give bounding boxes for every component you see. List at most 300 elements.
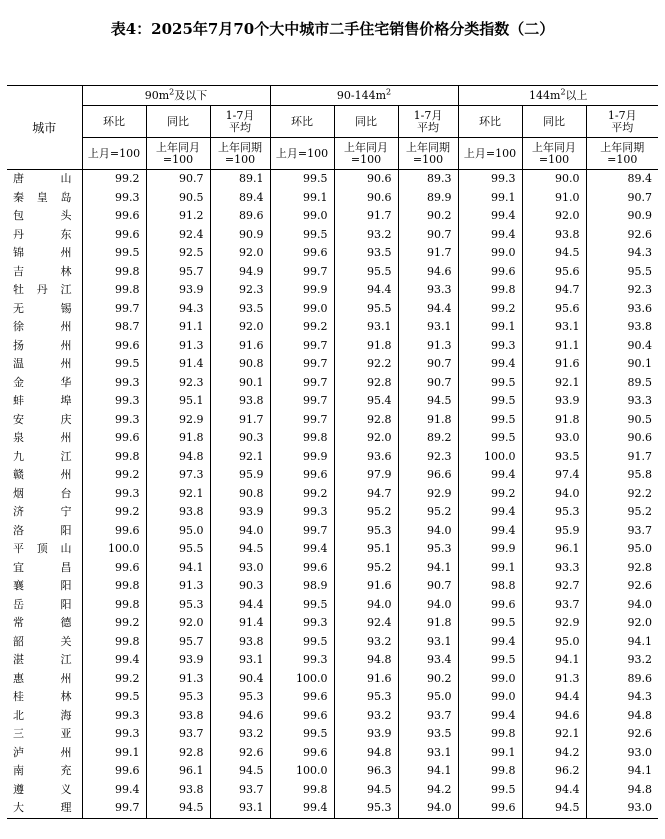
- value-cell: 99.2: [82, 170, 146, 189]
- value-cell: 93.9: [210, 503, 270, 522]
- value-cell: 90.6: [334, 189, 398, 208]
- value-cell: 94.3: [627, 690, 653, 703]
- value-cell: 99.1: [458, 744, 522, 763]
- value-cell: 91.3: [146, 670, 210, 689]
- value-cell: 99.9: [458, 540, 522, 559]
- value-cell: 95.7: [146, 263, 210, 282]
- value-cell: 90.7: [398, 355, 458, 374]
- value-cell: 94.3: [627, 246, 653, 259]
- value-cell: 99.5: [458, 392, 522, 411]
- value-cell: 99.6: [82, 762, 146, 781]
- value-cell: 99.8: [82, 263, 146, 282]
- value-cell: 92.5: [146, 244, 210, 263]
- table-row: [7, 799, 658, 818]
- value-cell: 99.0: [458, 670, 522, 689]
- value-cell: 94.7: [522, 281, 586, 300]
- table-row: [7, 374, 658, 393]
- value-cell: 99.3: [270, 651, 334, 670]
- value-cell: 95.6: [522, 263, 586, 282]
- value-cell: 99.4: [270, 799, 334, 818]
- value-cell: 95.2: [398, 503, 458, 522]
- value-cell: 94.2: [398, 781, 458, 800]
- value-cell: 93.1: [398, 633, 458, 652]
- value-cell: 99.5: [270, 596, 334, 615]
- value-cell: 99.1: [458, 559, 522, 578]
- table-row: [7, 226, 658, 245]
- city-cell: 湛江: [7, 651, 82, 670]
- value-cell: 92.1: [146, 485, 210, 504]
- value-cell: 99.3: [82, 411, 146, 430]
- value-cell: 93.1: [210, 799, 270, 818]
- city-cell: 洛阳: [7, 522, 82, 541]
- value-cell: 90.7: [398, 577, 458, 596]
- table-row: [7, 429, 658, 448]
- value-cell: 93.2: [210, 725, 270, 744]
- city-cell: 桂林: [7, 688, 82, 707]
- value-cell: 95.4: [334, 392, 398, 411]
- value-cell: 92.0: [146, 614, 210, 633]
- value-cell: 91.6: [334, 577, 398, 596]
- value-cell: 99.2: [270, 318, 334, 337]
- value-cell: 94.4: [210, 596, 270, 615]
- value-cell: 92.0: [522, 207, 586, 226]
- value-cell: 91.3: [398, 337, 458, 356]
- value-cell: 96.6: [398, 466, 458, 485]
- city-header: 城市: [7, 86, 82, 170]
- value-cell: 95.3: [522, 503, 586, 522]
- value-cell: 99.7: [270, 374, 334, 393]
- value-cell: 95.8: [627, 468, 653, 481]
- value-cell: 90.2: [398, 207, 458, 226]
- value-cell: 93.9: [146, 281, 210, 300]
- value-cell: 99.3: [82, 374, 146, 393]
- value-cell: 99.3: [82, 485, 146, 504]
- city-cell: 韶关: [7, 633, 82, 652]
- group-header: $90m^2$及以下: [82, 86, 270, 106]
- value-cell: 99.6: [270, 244, 334, 263]
- value-cell: 96.2: [522, 762, 586, 781]
- value-cell: 94.1: [398, 559, 458, 578]
- value-cell: 92.3: [210, 281, 270, 300]
- value-cell: 95.2: [334, 559, 398, 578]
- value-cell: 95.3: [146, 596, 210, 615]
- value-cell: 99.5: [82, 688, 146, 707]
- table-row: [7, 300, 658, 319]
- city-cell: 岳阳: [7, 596, 82, 615]
- value-cell: 99.3: [82, 392, 146, 411]
- value-cell: 93.9: [522, 392, 586, 411]
- value-cell: 99.2: [458, 300, 522, 319]
- value-cell: 99.4: [458, 522, 522, 541]
- value-cell: 92.0: [334, 429, 398, 448]
- value-cell: 92.9: [146, 411, 210, 430]
- value-cell: 94.1: [398, 762, 458, 781]
- value-cell: 93.8: [522, 226, 586, 245]
- city-cell: 锦州: [7, 244, 82, 263]
- value-cell: 94.7: [334, 485, 398, 504]
- value-cell: 91.8: [334, 337, 398, 356]
- value-cell: 99.6: [270, 744, 334, 763]
- value-cell: 95.1: [146, 392, 210, 411]
- value-cell: 94.6: [522, 707, 586, 726]
- table-row: [7, 540, 658, 559]
- value-cell: 90.3: [210, 577, 270, 596]
- value-cell: 99.5: [270, 633, 334, 652]
- value-cell: 93.2: [334, 633, 398, 652]
- group-header: $90-144m^2$: [270, 86, 458, 106]
- value-cell: 90.8: [210, 355, 270, 374]
- value-cell: 95.5: [334, 263, 398, 282]
- value-cell: 94.0: [398, 799, 458, 818]
- value-cell: 91.6: [334, 670, 398, 689]
- value-cell: 92.6: [210, 744, 270, 763]
- value-cell: 90.2: [398, 670, 458, 689]
- value-cell: 95.0: [627, 542, 653, 555]
- value-cell: 99.9: [270, 281, 334, 300]
- value-cell: 93.2: [334, 707, 398, 726]
- value-cell: 92.1: [522, 374, 586, 393]
- value-cell: 89.4: [627, 172, 653, 185]
- value-cell: 98.9: [270, 577, 334, 596]
- value-cell: 94.0: [334, 596, 398, 615]
- value-cell: 99.5: [82, 355, 146, 374]
- value-cell: 95.0: [146, 522, 210, 541]
- value-cell: 98.8: [458, 577, 522, 596]
- value-cell: 99.0: [458, 244, 522, 263]
- value-cell: 95.0: [522, 633, 586, 652]
- value-cell: 99.4: [270, 540, 334, 559]
- value-cell: 90.1: [210, 374, 270, 393]
- value-cell: 93.1: [398, 744, 458, 763]
- value-cell: 94.0: [522, 485, 586, 504]
- value-cell: 94.0: [398, 522, 458, 541]
- value-cell: 95.9: [210, 466, 270, 485]
- table-body: [7, 170, 658, 819]
- base-header: 上月=100: [270, 138, 334, 170]
- sub-header: 同比: [522, 106, 586, 138]
- city-cell: 包头: [7, 207, 82, 226]
- value-cell: 95.9: [522, 522, 586, 541]
- value-cell: 89.6: [627, 671, 653, 685]
- city-cell: 吉林: [7, 263, 82, 282]
- city-cell: 泸州: [7, 744, 82, 763]
- value-cell: 99.7: [270, 263, 334, 282]
- value-cell: 91.1: [146, 318, 210, 337]
- value-cell: 90.0: [522, 170, 586, 189]
- city-cell: 丹东: [7, 226, 82, 245]
- value-cell: 99.3: [458, 170, 522, 189]
- city-cell: 南充: [7, 762, 82, 781]
- city-cell: 宜昌: [7, 559, 82, 578]
- value-cell: 93.8: [210, 633, 270, 652]
- value-cell: 89.3: [398, 170, 458, 189]
- value-cell: 93.9: [334, 725, 398, 744]
- value-cell: 93.7: [146, 725, 210, 744]
- value-cell: 91.8: [522, 411, 586, 430]
- city-cell: 济宁: [7, 503, 82, 522]
- value-cell: 93.8: [146, 781, 210, 800]
- value-cell: 92.3: [398, 448, 458, 467]
- header-row-sub: [7, 106, 658, 138]
- value-cell: 92.3: [146, 374, 210, 393]
- table-row: [7, 392, 658, 411]
- value-cell: 92.8: [146, 744, 210, 763]
- value-cell: 99.0: [270, 300, 334, 319]
- value-cell: 93.9: [146, 651, 210, 670]
- value-cell: 89.4: [210, 189, 270, 208]
- value-cell: 90.8: [210, 485, 270, 504]
- value-cell: 97.9: [334, 466, 398, 485]
- sub-header: 同比: [334, 106, 398, 138]
- value-cell: 99.4: [82, 651, 146, 670]
- page-title: 表4：2025年7月70个大中城市二手住宅销售价格分类指数（二）: [110, 20, 555, 38]
- table-row: [7, 559, 658, 578]
- value-cell: 99.6: [82, 207, 146, 226]
- base-header: 上月=100: [458, 138, 522, 170]
- value-cell: 93.6: [627, 301, 653, 315]
- value-cell: 91.7: [334, 207, 398, 226]
- value-cell: 93.8: [627, 320, 653, 333]
- table-row: [7, 503, 658, 522]
- value-cell: 93.5: [210, 300, 270, 319]
- value-cell: 94.6: [210, 707, 270, 726]
- value-cell: 99.3: [270, 503, 334, 522]
- city-cell: 九江: [7, 448, 82, 467]
- value-cell: 99.8: [82, 448, 146, 467]
- value-cell: 92.9: [398, 485, 458, 504]
- value-cell: 99.5: [458, 614, 522, 633]
- table-row: [7, 781, 658, 800]
- value-cell: 94.5: [146, 799, 210, 818]
- value-cell: 93.2: [627, 653, 653, 666]
- value-cell: 99.6: [82, 226, 146, 245]
- value-cell: 99.4: [458, 633, 522, 652]
- value-cell: 99.6: [82, 337, 146, 356]
- value-cell: 99.7: [270, 411, 334, 430]
- value-cell: 94.8: [627, 782, 653, 796]
- value-cell: 95.5: [627, 264, 653, 278]
- value-cell: 91.7: [398, 244, 458, 263]
- value-cell: 99.2: [270, 485, 334, 504]
- value-cell: 99.1: [270, 189, 334, 208]
- value-cell: 99.7: [82, 300, 146, 319]
- value-cell: 94.5: [398, 392, 458, 411]
- value-cell: 92.0: [210, 318, 270, 337]
- base-header: 上年同期 =100: [398, 138, 458, 170]
- value-cell: 94.8: [627, 708, 653, 722]
- table-row: [7, 688, 658, 707]
- sub-header: 同比: [146, 106, 210, 138]
- table-row: [7, 651, 658, 670]
- value-cell: 91.2: [146, 207, 210, 226]
- value-cell: 90.5: [146, 189, 210, 208]
- table-row: [7, 614, 658, 633]
- value-cell: 91.8: [398, 411, 458, 430]
- value-cell: 94.4: [398, 300, 458, 319]
- table-row: [7, 707, 658, 726]
- header-row-groups: [7, 86, 658, 106]
- value-cell: 94.5: [334, 781, 398, 800]
- value-cell: 99.5: [458, 374, 522, 393]
- city-cell: 赣州: [7, 466, 82, 485]
- value-cell: 95.5: [146, 540, 210, 559]
- table-row: [7, 411, 658, 430]
- value-cell: 96.1: [522, 540, 586, 559]
- value-cell: 99.8: [82, 633, 146, 652]
- value-cell: 92.8: [334, 374, 398, 393]
- value-cell: 90.4: [627, 338, 653, 352]
- value-cell: 91.7: [627, 449, 653, 463]
- city-cell: 安庆: [7, 411, 82, 430]
- value-cell: 99.7: [270, 522, 334, 541]
- city-cell: 大理: [7, 799, 82, 818]
- city-cell: 遵义: [7, 781, 82, 800]
- value-cell: 92.6: [627, 579, 653, 592]
- value-cell: 99.8: [458, 762, 522, 781]
- city-cell: 三亚: [7, 725, 82, 744]
- value-cell: 95.3: [398, 540, 458, 559]
- value-cell: 95.2: [334, 503, 398, 522]
- table-row: [7, 170, 658, 189]
- value-cell: 92.1: [522, 725, 586, 744]
- value-cell: 92.4: [146, 226, 210, 245]
- city-cell: 牡丹江: [7, 281, 82, 300]
- base-header: 上年同月 =100: [522, 138, 586, 170]
- table-row: [7, 448, 658, 467]
- city-cell: 无锡: [7, 300, 82, 319]
- value-cell: 100.0: [82, 540, 146, 559]
- value-cell: 99.8: [458, 725, 522, 744]
- value-cell: 96.1: [146, 762, 210, 781]
- header-row-base: [7, 138, 658, 170]
- value-cell: 92.0: [627, 616, 653, 629]
- value-cell: 95.2: [627, 505, 653, 518]
- value-cell: 99.5: [82, 244, 146, 263]
- value-cell: 100.0: [270, 670, 334, 689]
- city-cell: 北海: [7, 707, 82, 726]
- value-cell: 99.4: [458, 207, 522, 226]
- value-cell: 92.1: [210, 448, 270, 467]
- value-cell: 89.9: [398, 189, 458, 208]
- value-cell: 99.6: [82, 429, 146, 448]
- group-header: $144m^2$以上: [458, 86, 658, 106]
- value-cell: 99.7: [270, 355, 334, 374]
- sub-header: 环比: [270, 106, 334, 138]
- value-cell: 99.3: [82, 189, 146, 208]
- city-cell: 平顶山: [7, 540, 82, 559]
- value-cell: 94.0: [210, 522, 270, 541]
- value-cell: 93.0: [210, 559, 270, 578]
- value-cell: 99.6: [458, 263, 522, 282]
- value-cell: 99.1: [458, 318, 522, 337]
- value-cell: 93.3: [398, 281, 458, 300]
- value-cell: 99.6: [82, 559, 146, 578]
- table-row: [7, 263, 658, 282]
- value-cell: 99.3: [82, 725, 146, 744]
- value-cell: 91.1: [522, 337, 586, 356]
- value-cell: 99.4: [458, 503, 522, 522]
- value-cell: 99.5: [270, 170, 334, 189]
- value-cell: 99.0: [270, 207, 334, 226]
- sub-header: 环比: [82, 106, 146, 138]
- value-cell: 99.2: [458, 485, 522, 504]
- city-cell: 温州: [7, 355, 82, 374]
- value-cell: 99.2: [82, 503, 146, 522]
- table-row: [7, 522, 658, 541]
- value-cell: 90.3: [210, 429, 270, 448]
- value-cell: 89.1: [210, 170, 270, 189]
- value-cell: 93.5: [398, 725, 458, 744]
- sub-header: 1-7月 平均: [210, 106, 270, 138]
- value-cell: 99.4: [458, 707, 522, 726]
- value-cell: 91.4: [146, 355, 210, 374]
- value-cell: 90.9: [627, 209, 653, 222]
- value-cell: 95.3: [146, 688, 210, 707]
- value-cell: 91.8: [146, 429, 210, 448]
- value-cell: 94.4: [522, 781, 586, 800]
- value-cell: 94.5: [210, 762, 270, 781]
- value-cell: 99.2: [82, 614, 146, 633]
- value-cell: 99.6: [458, 799, 522, 818]
- value-cell: 95.0: [398, 688, 458, 707]
- value-cell: 99.8: [82, 577, 146, 596]
- value-cell: 99.1: [458, 189, 522, 208]
- value-cell: 93.1: [522, 318, 586, 337]
- sub-header: 环比: [458, 106, 522, 138]
- value-cell: 90.4: [210, 670, 270, 689]
- value-cell: 91.3: [146, 577, 210, 596]
- value-cell: 93.4: [398, 651, 458, 670]
- city-cell: 襄阳: [7, 577, 82, 596]
- value-cell: 95.3: [334, 522, 398, 541]
- value-cell: 93.3: [627, 394, 653, 407]
- value-cell: 94.5: [210, 540, 270, 559]
- value-cell: 93.7: [398, 707, 458, 726]
- value-cell: 92.8: [334, 411, 398, 430]
- base-header: 上年同期 =100: [210, 138, 270, 170]
- value-cell: 97.3: [146, 466, 210, 485]
- value-cell: 93.7: [627, 523, 653, 537]
- value-cell: 99.4: [458, 226, 522, 245]
- value-cell: 93.3: [522, 559, 586, 578]
- value-cell: 93.5: [334, 244, 398, 263]
- table-row: [7, 744, 658, 763]
- value-cell: 93.7: [210, 781, 270, 800]
- value-cell: 99.8: [270, 781, 334, 800]
- city-cell: 扬州: [7, 337, 82, 356]
- value-cell: 99.5: [270, 226, 334, 245]
- value-cell: 91.4: [210, 614, 270, 633]
- value-cell: 94.1: [627, 634, 653, 648]
- table-row: [7, 318, 658, 337]
- value-cell: 99.6: [270, 688, 334, 707]
- city-cell: 秦皇岛: [7, 189, 82, 208]
- value-cell: 99.3: [458, 337, 522, 356]
- city-cell: 徐州: [7, 318, 82, 337]
- sub-header: 1-7月 平均: [398, 106, 458, 138]
- table-row: [7, 762, 658, 781]
- value-cell: 99.4: [458, 355, 522, 374]
- value-cell: 92.2: [627, 486, 653, 500]
- value-cell: 99.8: [458, 281, 522, 300]
- value-cell: 93.8: [146, 503, 210, 522]
- value-cell: 99.6: [458, 596, 522, 615]
- value-cell: 94.5: [522, 799, 586, 818]
- value-cell: 99.6: [82, 522, 146, 541]
- value-cell: 99.7: [270, 392, 334, 411]
- value-cell: 95.1: [334, 540, 398, 559]
- value-cell: 92.3: [627, 283, 653, 296]
